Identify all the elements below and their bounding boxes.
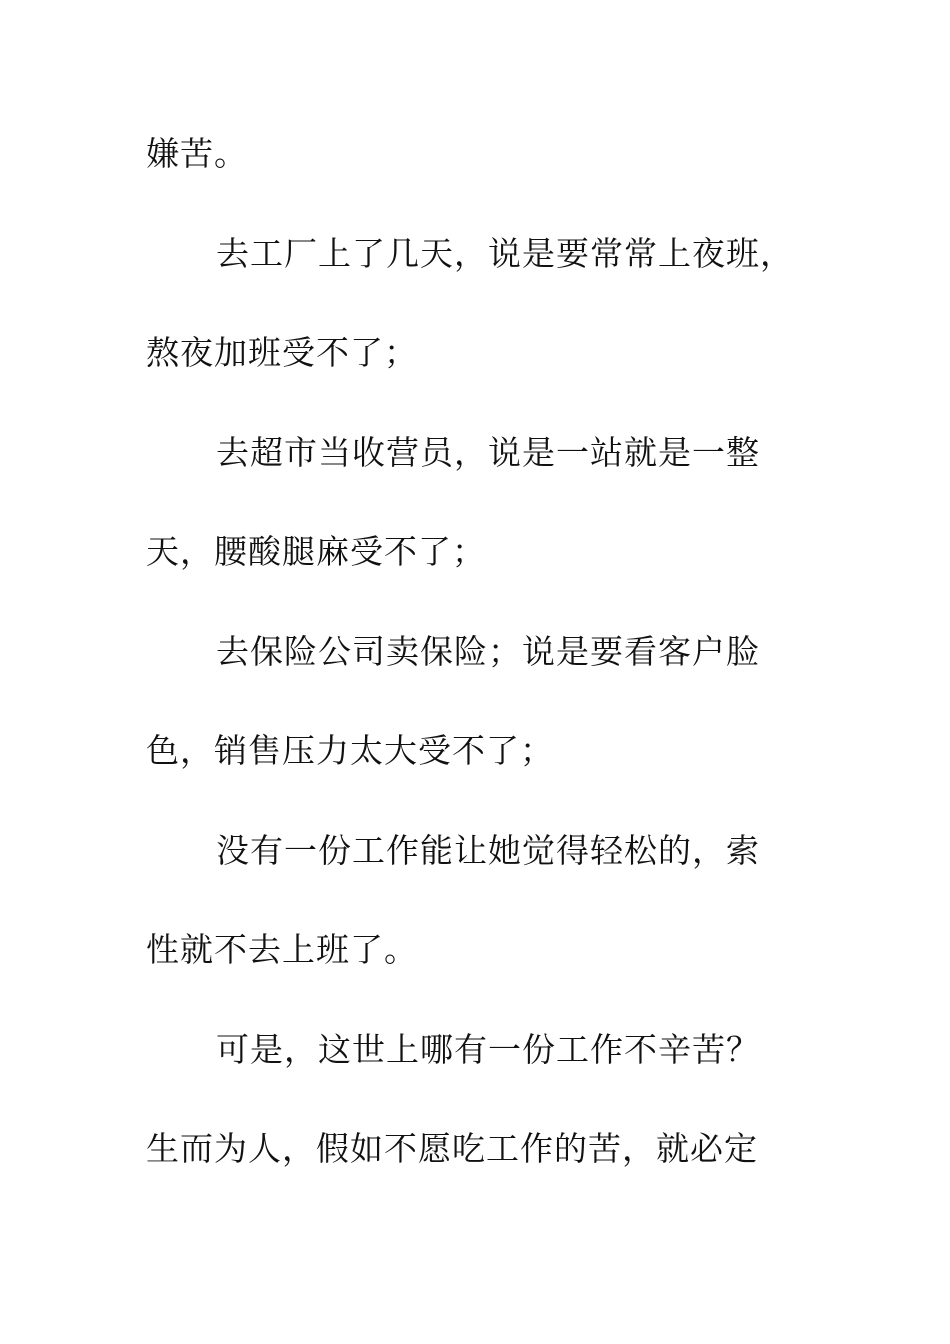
text-line: 天，腰酸腿麻受不了；	[146, 532, 486, 571]
paragraph-start-line: 去超市当收营员，说是一站就是一整	[216, 432, 760, 472]
body-text	[146, 124, 806, 1219]
text-line: 性就不去上班了。	[146, 930, 418, 969]
paragraph-start-line: 去工厂上了几天，说是要常常上夜班，	[216, 233, 794, 273]
text-line: 生而为人，假如不愿吃工作的苦，就必定	[146, 1129, 758, 1168]
text-line: 熬夜加班受不了；	[146, 333, 418, 372]
paragraph-start-line: 可是，这世上哪有一份工作不辛苦？	[216, 1029, 760, 1069]
text-line: 色，销售压力太大受不了；	[146, 731, 554, 770]
paragraph-start-line: 去保险公司卖保险；说是要看客户脸	[216, 631, 760, 671]
paragraph-start-line: 没有一份工作能让她觉得轻松的，索	[216, 830, 760, 870]
text-line: 嫌苦。	[146, 134, 248, 173]
